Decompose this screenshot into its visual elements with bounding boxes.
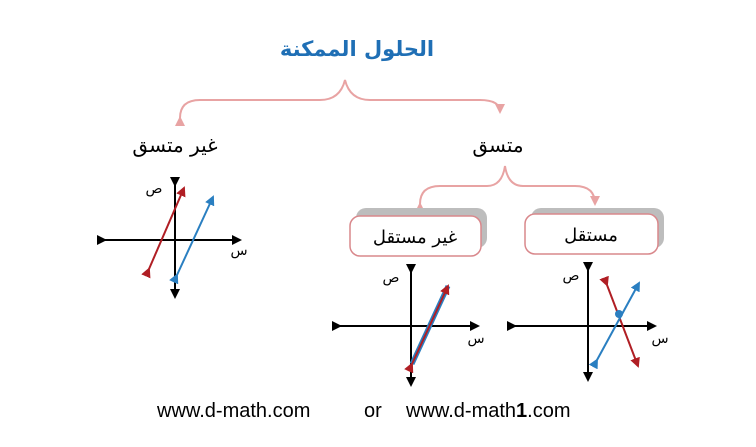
second-brace-connector (420, 166, 595, 204)
footer-or: or (364, 400, 382, 422)
footer-site1[interactable]: www.d-math.com (157, 400, 311, 422)
dependent-box (350, 208, 487, 256)
footer-site2-suffix[interactable]: .com (527, 400, 571, 422)
x-axis-label: س (230, 243, 248, 259)
consistent-label: متسق (472, 133, 524, 157)
intersection-point (615, 310, 623, 318)
inconsistent-label: غير متسق (132, 133, 218, 157)
y-axis-label: ص (145, 181, 163, 197)
red-line (149, 188, 184, 269)
diagram-title: الحلول الممكنة (279, 37, 435, 61)
graph-independent (515, 268, 669, 380)
dependent-box-label: غير مستقل (372, 227, 458, 248)
x-axis-label: س (467, 331, 485, 347)
x-axis-label: س (651, 331, 669, 347)
y-axis-label: ص (382, 270, 400, 286)
blue-line (597, 283, 639, 360)
top-brace-connector (180, 80, 500, 118)
graph-dependent (340, 270, 485, 385)
blue-line (177, 197, 213, 275)
footer-site2-bold[interactable]: 1 (516, 400, 528, 422)
independent-box (525, 208, 664, 254)
independent-box-label: مستقل (564, 225, 618, 246)
y-axis-label: ص (562, 268, 580, 284)
graph-inconsistent (105, 181, 248, 297)
footer-site2-prefix[interactable]: www.d-math (406, 400, 517, 422)
footer-links (156, 400, 571, 422)
